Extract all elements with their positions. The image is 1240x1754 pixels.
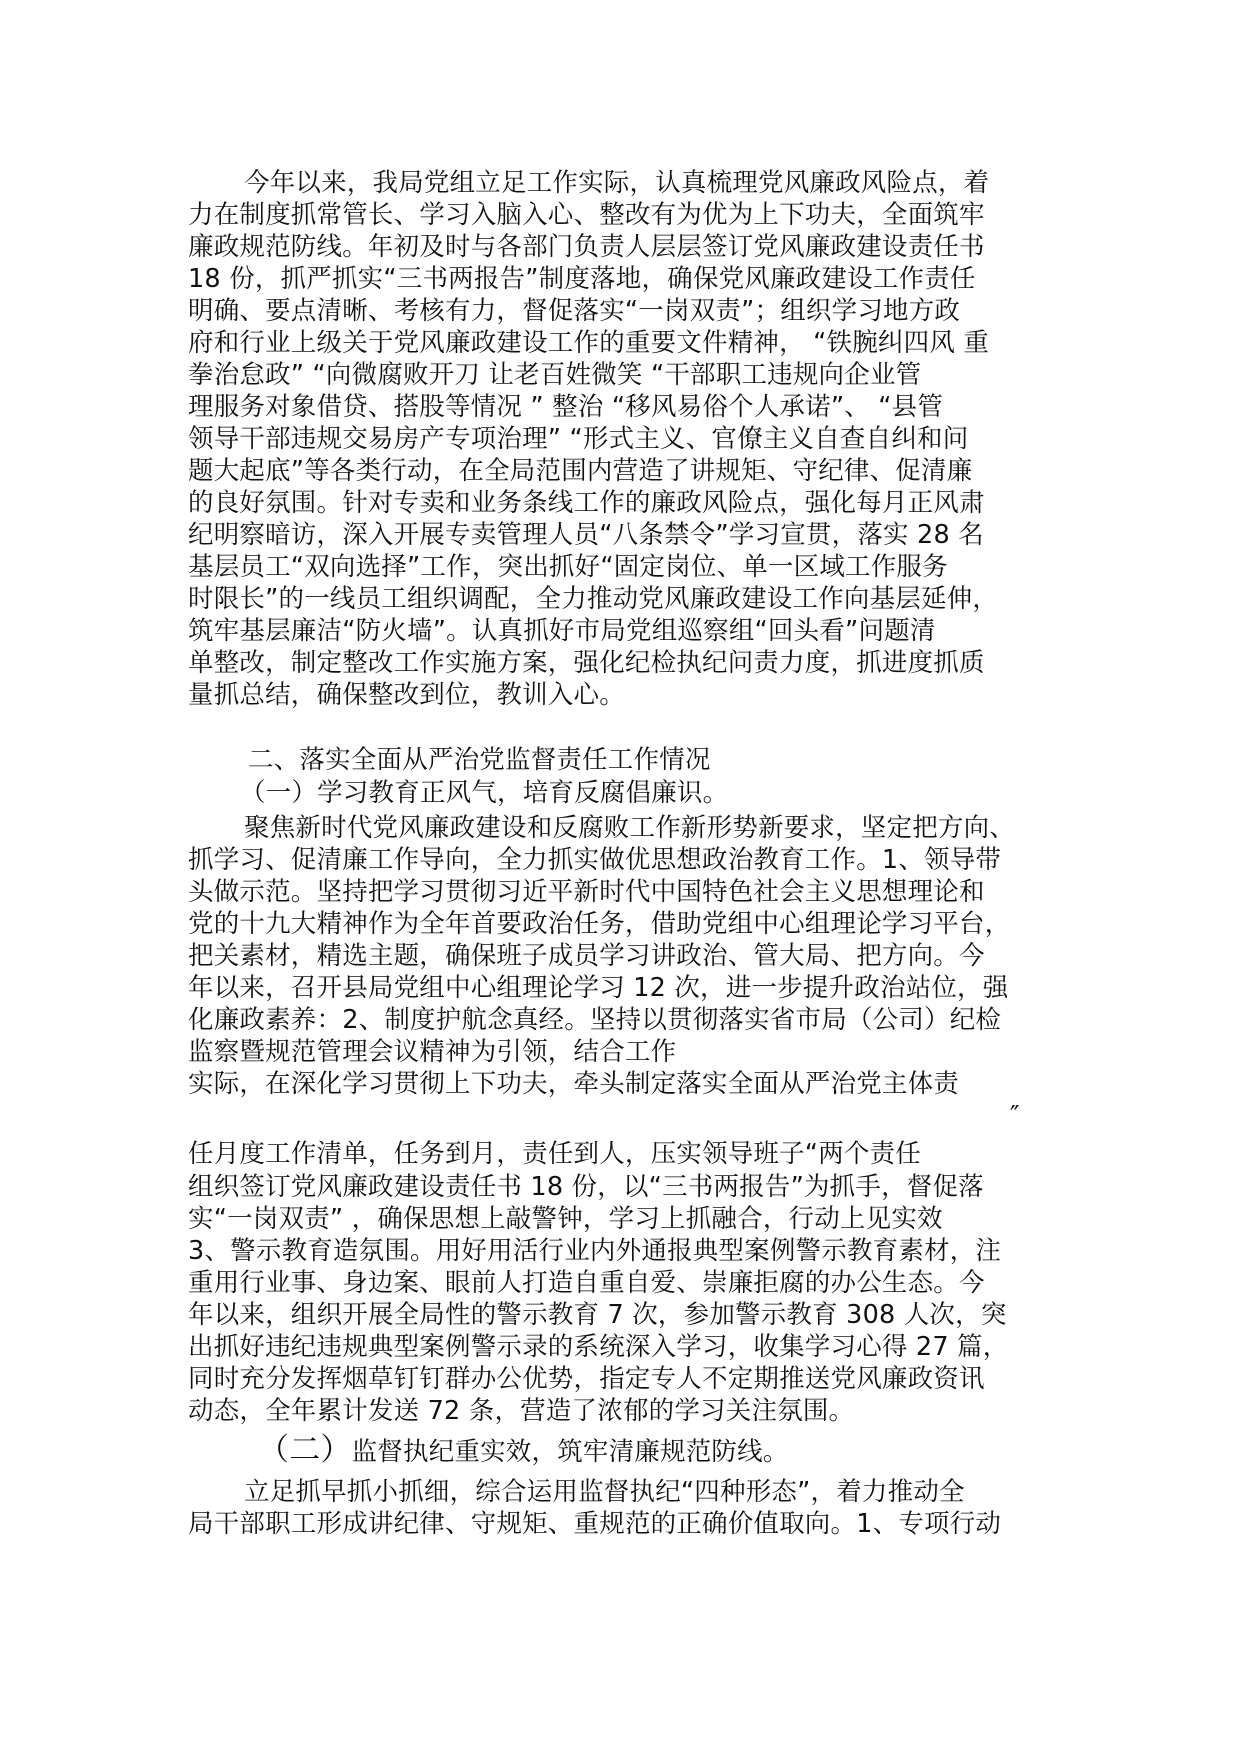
text-line: 3、警示教育造氛围。用好用活行业内外通报典型案例警示教育素材，注 bbox=[188, 1236, 1002, 1266]
text-line: 领导干部违规交易房产专项治理” “形式主义、官僚主义自查自纠和问 bbox=[188, 424, 969, 454]
heading-paren-open: （ bbox=[258, 1432, 290, 1468]
text-line: 拳治怠政” “向微腐败开刀 让老百姓微笑 “干部职工违规向企业管 bbox=[188, 360, 922, 390]
text-line: 监察暨规范管理会议精神为引领，结合工作 bbox=[188, 1037, 677, 1067]
text-line: 立足抓早抓小抓细，综合运用监督执纪“四种形态”，着力推动全 bbox=[244, 1477, 965, 1507]
text-line: 重用行业事、身边案、眼前人打造自重自爱、崇廉拒腐的办公生态。今 bbox=[188, 1268, 985, 1298]
text-line: 时限长”的一线员工组织调配，全力推动党风廉政建设工作向基层延伸， bbox=[188, 584, 999, 614]
heading-text: 监督执纪重实效，筑牢清廉规范防线。 bbox=[351, 1437, 789, 1467]
text-line: 力在制度抓常管长、学习入脑入心、整改有为优为上下功夫，全面筑牢 bbox=[188, 200, 985, 230]
text-line: 抓学习、促清廉工作导向，全力抓实做优思想政治教育工作。1、领导带 bbox=[188, 845, 1002, 875]
heading-number: 二 bbox=[289, 1432, 321, 1468]
section-heading: 二、落实全面从严治党监督责任工作情况 bbox=[248, 745, 711, 775]
text-line: 局干部职工形成讲纪律、守规矩、重规范的正确价值取向。1、专项行动 bbox=[188, 1509, 1002, 1539]
text-line: 年以来，组织开展全局性的警示教育 7 次，参加警示教育 308 人次，突 bbox=[188, 1300, 1007, 1330]
text-line: 纪明察暗访，深入开展专卖管理人员“八条禁令”学习宣贯，落实 28 名 bbox=[188, 520, 984, 550]
subsection-heading-2 bbox=[258, 1430, 1138, 1470]
text-line: 理服务对象借贷、搭股等情况 ” 整治 “移风易俗个人承诺”、 “县管 bbox=[188, 392, 944, 422]
text-line: 任月度工作清单，任务到月，责任到人，压实领导班子“两个责任 bbox=[188, 1139, 922, 1169]
text-line: 基层员工“双向选择”工作，突出抓好“固定岗位、单一区域工作服务 bbox=[188, 552, 948, 582]
text-line: 题大起底”等各类行动，在全局范围内营造了讲规矩、守纪律、促清廉 bbox=[188, 456, 973, 486]
text-line: 的良好氛围。针对专卖和业务条线工作的廉政风险点，强化每月正风肃 bbox=[188, 488, 985, 518]
text-line: 单整改，制定整改工作实施方案，强化纪检执纪问责力度，抓进度抓质 bbox=[188, 648, 985, 678]
text-line: 明确、要点清晰、考核有力，督促落实“一岗双责”；组织学习地方政 bbox=[188, 296, 961, 326]
text-line: 同时充分发挥烟草钉钉群办公优势，指定专人不定期推送党风廉政资讯 bbox=[188, 1364, 985, 1394]
text-line: 府和行业上级关于党风廉政建设工作的重要文件精神， “铁腕纠四风 重 bbox=[188, 328, 990, 358]
text-line: 化廉政素养：2、制度护航念真经。坚持以贯彻落实省市局（公司）纪检 bbox=[188, 1005, 1002, 1035]
text-line: 量抓总结，确保整改到位，教训入心。 bbox=[188, 680, 625, 710]
text-line: 18 份，抓严抓实“三书两报告”制度落地，确保党风廉政建设工作责任 bbox=[188, 264, 976, 294]
text-line: 廉政规范防线。年初及时与各部门负责人层层签订党风廉政建设责任书 bbox=[188, 232, 985, 262]
text-line: 实际，在深化学习贯彻上下功夫，牵头制定落实全面从严治党主体责 bbox=[188, 1069, 960, 1099]
heading-paren-close: ） bbox=[320, 1432, 352, 1468]
text-line: 年以来，召开县局党组中心组理论学习 12 次，进一步提升政治站位，强 bbox=[188, 973, 1009, 1003]
text-line: 聚焦新时代党风廉政建设和反腐败工作新形势新要求，坚定把方向、 bbox=[244, 813, 1016, 843]
text-line: 筑牢基层廉洁“防火墙”。认真抓好市局党组巡察组“回头看”问题清 bbox=[188, 616, 936, 646]
stray-quote-mark: ″ bbox=[1010, 1101, 1020, 1131]
text-line: 党的十九大精神作为全年首要政治任务，借助党组中心组理论学习平台， bbox=[188, 909, 1011, 939]
subsection-heading: （一）学习教育正风气，培育反腐倡廉识。 bbox=[240, 778, 729, 808]
text-line: 头做示范。坚持把学习贯彻习近平新时代中国特色社会主义思想理论和 bbox=[188, 877, 985, 907]
text-line: 组织签订党风廉政建设责任书 18 份，以“三书两报告”为抓手，督促落 bbox=[188, 1172, 984, 1202]
text-line: 今年以来，我局党组立足工作实际，认真梳理党风廉政风险点，着 bbox=[244, 168, 990, 198]
text-line: 动态，全年累计发送 72 条，营造了浓郁的学习关注氛围。 bbox=[188, 1396, 855, 1426]
text-line: 把关素材，精选主题，确保班子成员学习讲政治、管大局、把方向。今 bbox=[188, 941, 985, 971]
text-line: 实“一岗双责” ，确保思想上敲警钟，学习上抓融合，行动上见实效 bbox=[188, 1204, 943, 1234]
text-line: 出抓好违纪违规典型案例警示录的系统深入学习，收集学习心得 27 篇， bbox=[188, 1332, 1009, 1362]
